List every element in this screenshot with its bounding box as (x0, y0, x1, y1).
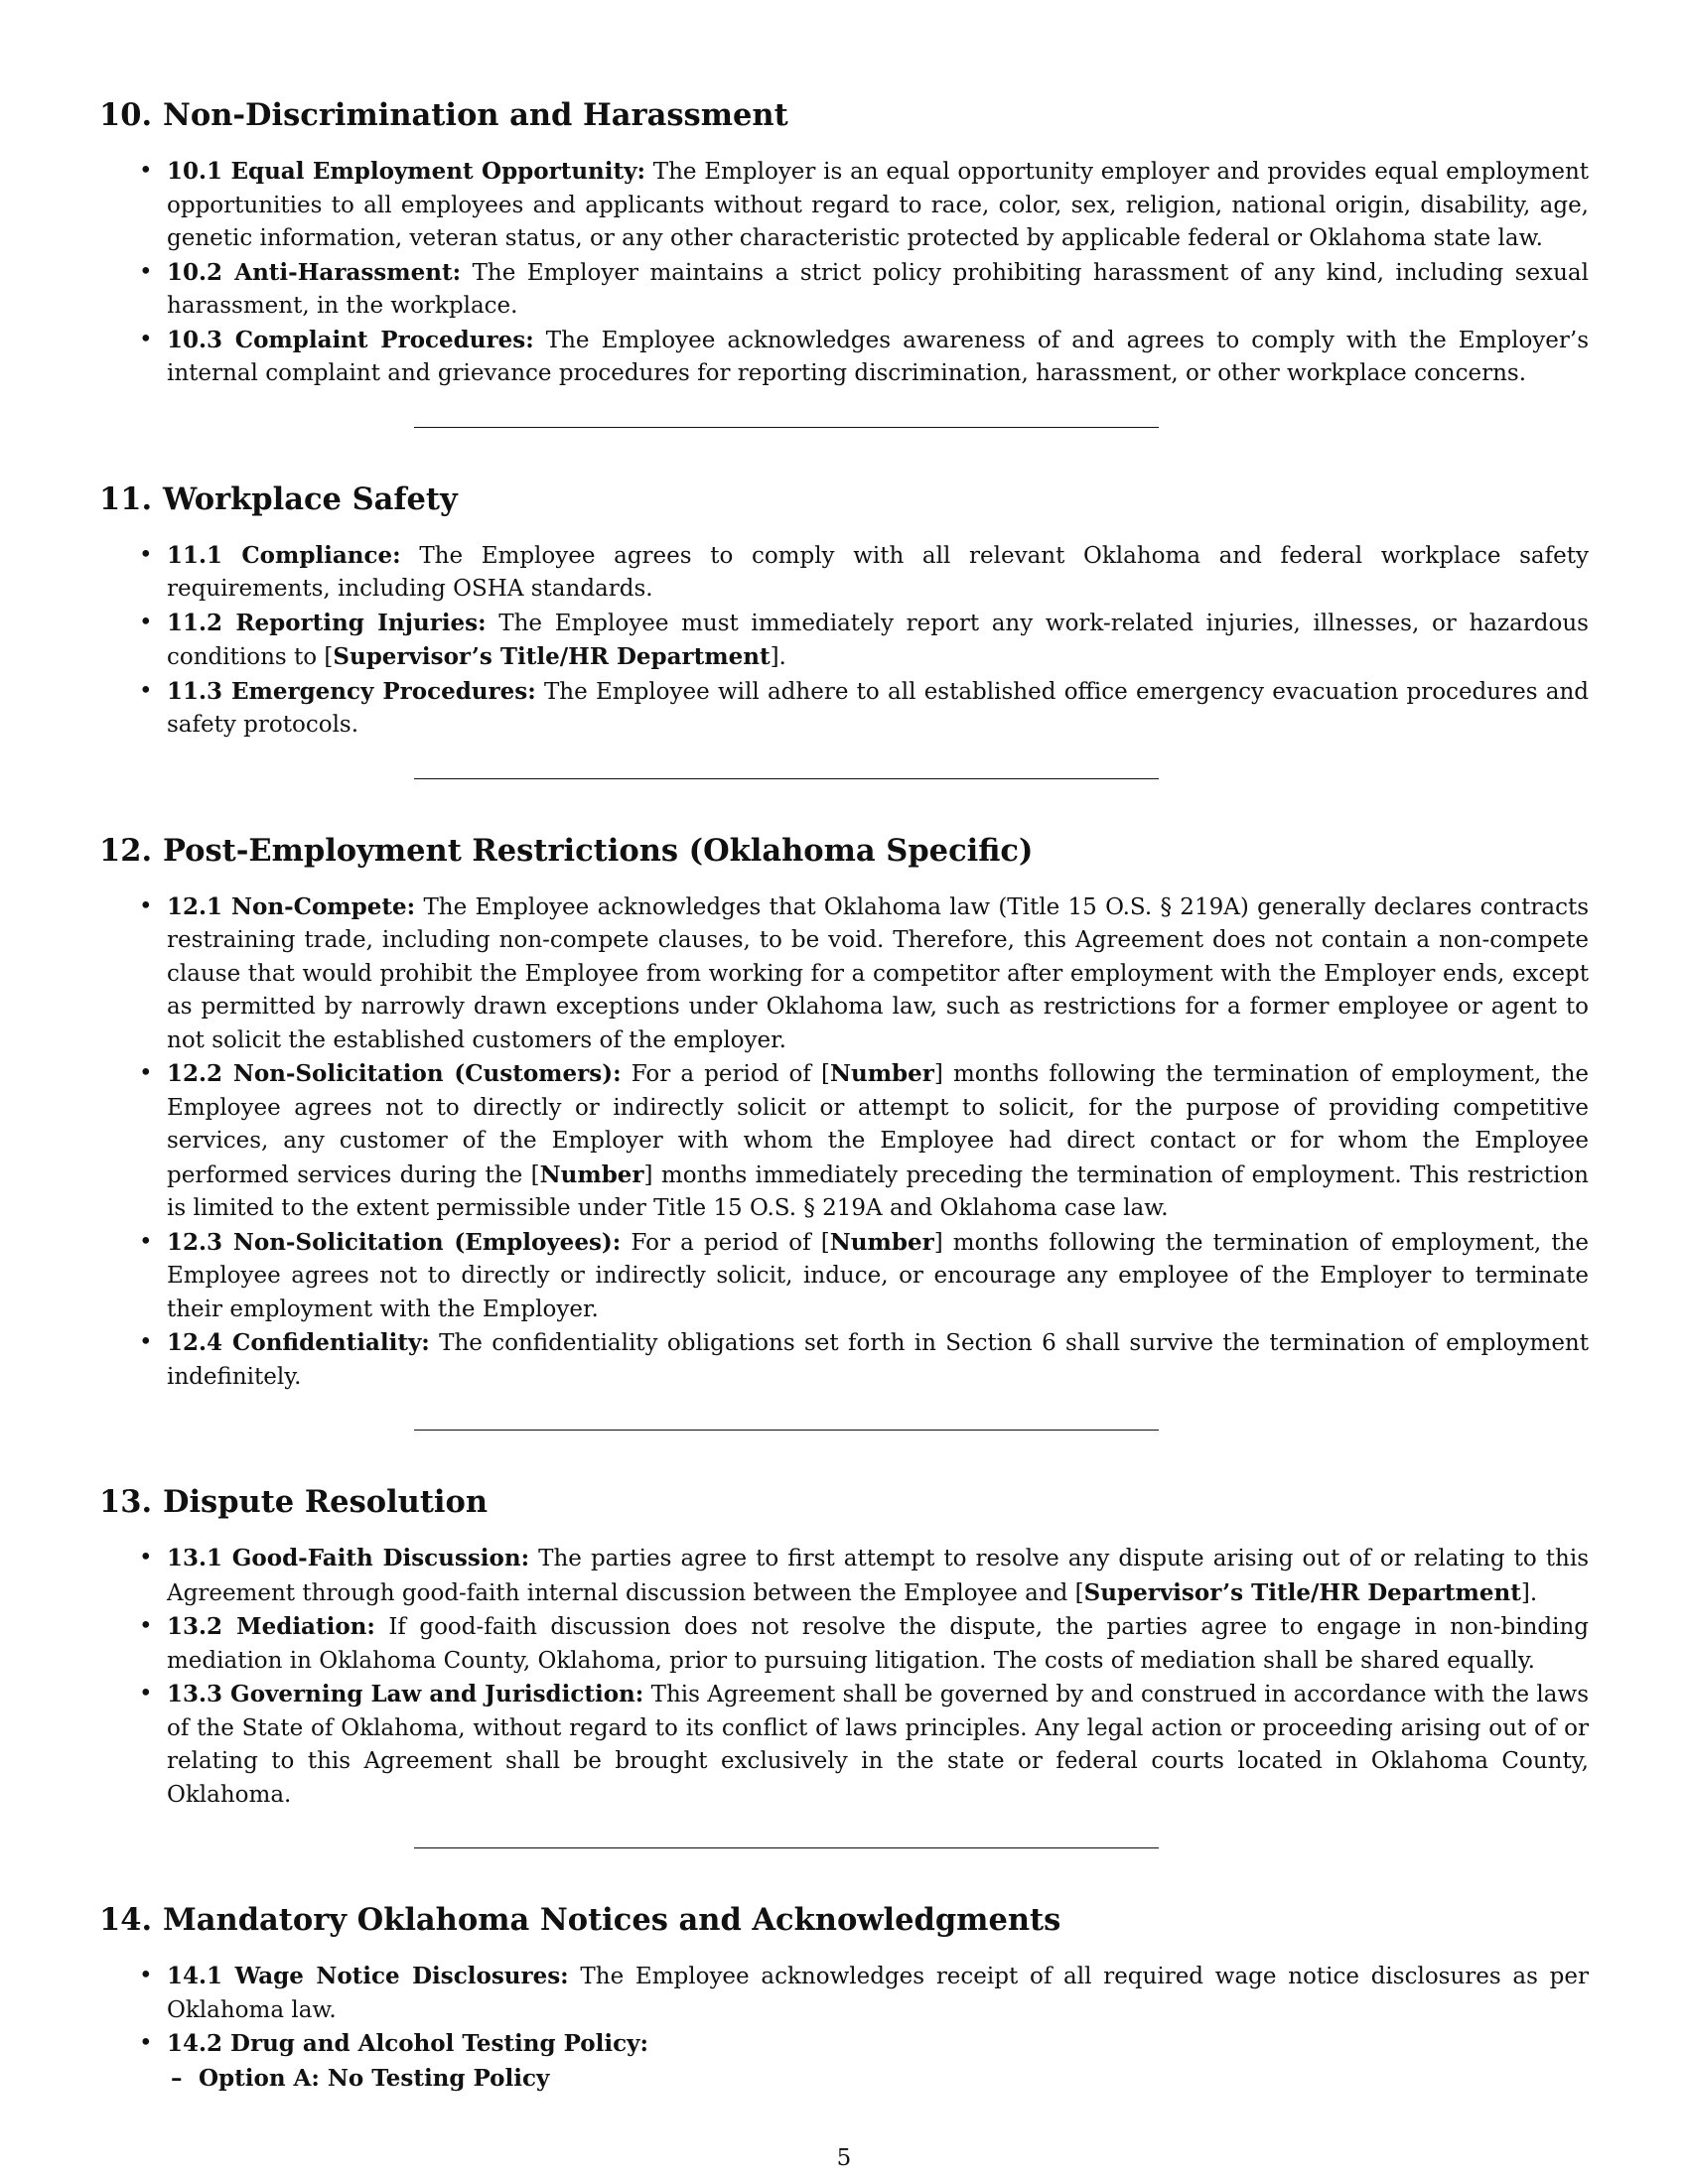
clause-text: The Employee acknowledges that Oklahoma law (Title 15 O.S. § 219A) generally declares contracts restraining trade, including non-compete clauses, to be void. Therefore, this Agreement does not contain a non-compete clause that would prohibit the Employee from working for a competitor after employment with the Employer ends, except as permitted by narrowly drawn exceptions under Oklahoma law, such as restrictions for a former employee or agent to not solicit the established customers of the employer. (167, 893, 1590, 1053)
clause-label: 10.1 Equal Employment Opportunity: (167, 158, 645, 185)
clause-list (99, 539, 1589, 743)
clause-11-1 (99, 539, 1589, 607)
clause-text: ] months immediately preceding the termination of employment. This restriction is limited to the extent permissible under Title 15 O.S. § 219A and Oklahoma case law. (167, 1161, 1589, 1221)
clause-label: 12.3 Non-Solicitation (Employees): (167, 1228, 622, 1256)
sub-option: – Option A: No Testing Policy (167, 2062, 1589, 2096)
clause-text: ]. (770, 644, 786, 670)
clause-label: 10.3 Complaint Procedures: (167, 326, 534, 353)
section-title: Dispute Resolution (163, 1484, 489, 1520)
clause-text: The Employee acknowledges receipt of all required wage notice disclosures as per Oklahoma law. (167, 1964, 1589, 2023)
clause-label: 12.1 Non-Compete: (167, 892, 416, 920)
clause-label: 14.2 Drug and Alcohol Testing Policy: (167, 2030, 648, 2057)
section-divider (414, 1430, 1159, 1431)
clause-text: The Employee acknowledges awareness of and agrees to comply with the Employer’s internal complaint and grievance procedures for reporting discrimination, harassment, or other workplace concerns. (167, 327, 1590, 386)
section-10 (99, 95, 1589, 479)
clause-text: ] months following the termination of employment, the Employee agrees not to directly or indirectly solicit, induce, or encourage any employee of the Employer to terminate their employment with the Employer. (167, 1229, 1590, 1322)
clause-text: For a period of [ (631, 1061, 830, 1087)
clause-12-1 (99, 890, 1589, 1058)
section-heading (99, 95, 1589, 135)
section-14 (99, 1900, 1589, 2095)
clause-10-2 (99, 256, 1589, 324)
clause-label: 13.2 Mediation: (167, 1613, 375, 1640)
clause-label: 12.2 Non-Solicitation (Customers): (167, 1060, 622, 1087)
clause-12-2 (99, 1057, 1589, 1226)
section-12 (99, 831, 1589, 1483)
clause-label: 14.1 Wage Notice Disclosures: (167, 1963, 569, 1989)
clause-list (99, 890, 1589, 1395)
clause-14-2 (99, 2027, 1589, 2095)
placeholder-field: Number (829, 1060, 934, 1087)
clause-12-4 (99, 1326, 1589, 1394)
placeholder-field: Number (539, 1160, 644, 1188)
clause-label: 12.4 Confidentiality: (167, 1329, 430, 1356)
clause-label: 13.3 Governing Law and Jurisdiction: (167, 1681, 644, 1707)
clause-text: For a period of [ (631, 1229, 830, 1256)
clause-10-1 (99, 155, 1589, 256)
page-number: 5 (836, 2145, 852, 2171)
section-number: 14. (99, 1902, 153, 1938)
clause-text: ] months following the termination of employment, the Employee agrees not to directly or indirectly solicit or attempt to solicit, for the purpose of providing competitive services, any customer of the Employer with whom the Employee had direct contact or for whom the Employee performed services during the [ (167, 1061, 1589, 1188)
clause-text: The Employee agrees to comply with all relevant Oklahoma and federal workplace safety requirements, including OSHA standards. (167, 542, 1589, 602)
clause-text: The Employer is an equal opportunity employer and provides equal employment opportunities to all employees and applicants without regard to race, color, sex, religion, national origin, disability, age, genetic information, veteran status, or any other characteristic protected by applicable federal or Oklahoma state law. (167, 159, 1589, 251)
clause-text: The confidentiality obligations set forth in Section 6 shall survive the termination of employment indefinitely. (167, 1330, 1589, 1390)
clause-label: 11.1 Compliance: (167, 541, 401, 569)
section-title: Workplace Safety (163, 480, 458, 517)
section-number: 10. (99, 97, 153, 133)
clause-text: The Employee must immediately report any work-related injuries, illnesses, or hazardous conditions to [ (167, 610, 1589, 670)
section-title: Non-Discrimination and Harassment (163, 97, 788, 133)
section-number: 13. (99, 1484, 153, 1520)
sub-option-list (167, 2062, 1589, 2096)
section-title: Post-Employment Restrictions (Oklahoma Specific) (163, 832, 1034, 869)
placeholder-field: Supervisor’s Title/HR Department (1083, 1578, 1521, 1606)
clause-text: ]. (1520, 1579, 1538, 1606)
clause-label: 11.2 Reporting Injuries: (167, 609, 487, 636)
section-divider (414, 427, 1159, 428)
clause-text: This Agreement shall be governed by and construed in accordance with the laws of the State of Oklahoma, without regard to its conflict of laws principles. Any legal action or proceeding arising out of or relating to this Agreement shall be brought exclusively in the state or federal courts located in Oklahoma County, Oklahoma. (167, 1682, 1589, 1808)
clause-list (99, 1960, 1589, 2095)
section-heading (99, 479, 1589, 519)
clause-text: The parties agree to first attempt to resolve any dispute arising out of or relating to this Agreement through good-faith internal discussion between the Employee and [ (167, 1546, 1590, 1606)
clause-text: The Employer maintains a strict policy prohibiting harassment of any kind, including sexual harassment, in the workplace. (167, 259, 1590, 319)
document-page (99, 95, 1589, 2095)
clause-13-2 (99, 1610, 1589, 1678)
clause-11-2 (99, 607, 1589, 675)
clause-12-3 (99, 1226, 1589, 1327)
section-divider (414, 1847, 1159, 1848)
clause-label: 13.1 Good-Faith Discussion: (167, 1545, 530, 1571)
section-title: Mandatory Oklahoma Notices and Acknowledgments (163, 1902, 1061, 1938)
clause-14-1 (99, 1960, 1589, 2027)
section-divider (414, 778, 1159, 779)
section-11 (99, 479, 1589, 831)
clause-13-3 (99, 1678, 1589, 1812)
section-number: 12. (99, 832, 153, 869)
section-13 (99, 1482, 1589, 1900)
clause-10-3 (99, 324, 1589, 391)
section-heading (99, 831, 1589, 871)
clause-text: If good-faith discussion does not resolve the dispute, the parties agree to engage in non-binding mediation in Oklahoma County, Oklahoma, prior to pursuing litigation. The costs of mediation shall be shared equally. (167, 1614, 1589, 1674)
clause-11-3 (99, 675, 1589, 743)
clause-list (99, 155, 1589, 391)
clause-13-1 (99, 1542, 1589, 1610)
section-number: 11. (99, 480, 153, 517)
placeholder-field: Number (829, 1228, 934, 1256)
section-heading (99, 1482, 1589, 1522)
clause-label: 11.3 Emergency Procedures: (167, 677, 536, 705)
clause-text: The Employee will adhere to all established office emergency evacuation procedures and safety protocols. (167, 678, 1589, 738)
clause-label: 10.2 Anti-Harassment: (167, 258, 462, 286)
section-heading (99, 1900, 1589, 1940)
placeholder-field: Supervisor’s Title/HR Department (333, 643, 771, 670)
clause-list (99, 1542, 1589, 1812)
